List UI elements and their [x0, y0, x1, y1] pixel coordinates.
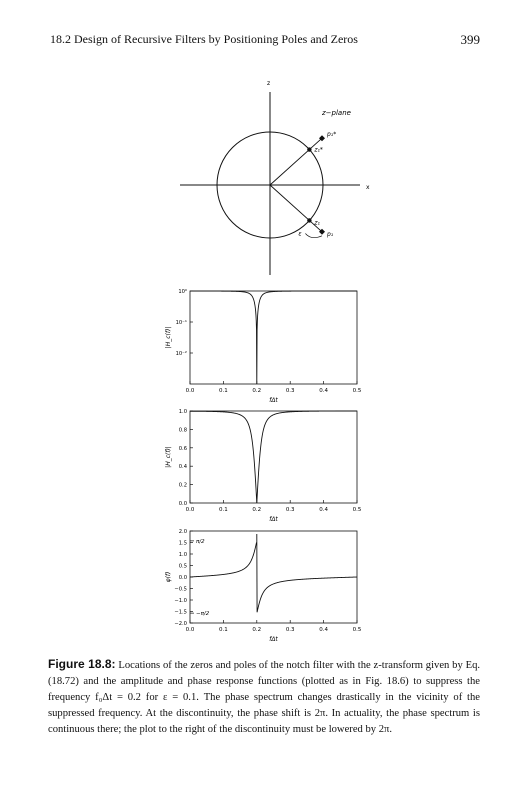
- y-tick-label: 10⁻²: [175, 351, 187, 357]
- x-tick-label: 0.5: [352, 507, 362, 513]
- zero-lower-label: z₁: [314, 219, 320, 227]
- x-axis-label: fΔt: [269, 636, 278, 643]
- x-tick-label: 0.3: [285, 627, 295, 633]
- y-tick-label: 10⁻¹: [175, 320, 187, 326]
- x-tick-label: 0.2: [252, 388, 262, 394]
- x-tick-label: 0.1: [219, 388, 228, 394]
- data-line: [190, 411, 357, 503]
- zero-upper: [307, 147, 311, 151]
- y-axis-label: |H_c(f)|: [165, 446, 172, 468]
- x-axis-label: fΔt: [269, 516, 278, 523]
- x-tick-label: 0.3: [285, 507, 295, 513]
- x-tick-label: 0.4: [319, 507, 328, 513]
- epsilon-label: ε: [298, 230, 302, 238]
- data-line-right: [257, 534, 357, 612]
- magnitude-log-chart: [165, 289, 362, 404]
- caption-text: Locations of the zeros and poles of the notch filter with the z-transform given by Eq. (18.72) and the amplitude and phase response functions (plotted as in Fig. 18.6) to suppress the frequency f₀Δt = 0.2 for ε = 0.1. The phase spectrum changes drastically in the vicinity of the suppressed frequency. At the discontinuity, the phase shift is 2π. In actuality, the phase spectrum is continuous there; the plot to the right of the discontinuity must be lowered by 2π.: [48, 660, 481, 735]
- y-axis-label: |H_c(f)|: [165, 326, 172, 349]
- y-tick-label: 0.0: [178, 501, 187, 507]
- caption-label: Figure 18.8:: [48, 657, 116, 671]
- epsilon-arc: [305, 233, 322, 237]
- x-tick-label: 0.4: [319, 388, 328, 394]
- plot-frame: [190, 531, 357, 623]
- pole-lower-label: p₁: [326, 230, 334, 238]
- imaginary-axis-label: z: [267, 80, 271, 87]
- y-tick-label: 0.5: [178, 563, 187, 570]
- z-plane-diagram: [180, 80, 370, 275]
- plot-frame: [190, 411, 357, 503]
- y-tick-label: 10⁰: [178, 289, 187, 295]
- page-number: 399: [460, 32, 480, 47]
- y-tick-label: 1.5: [178, 540, 187, 547]
- y-tick-label: 0.0: [178, 575, 187, 581]
- x-tick-label: 0.0: [185, 507, 195, 513]
- x-tick-label: 0.3: [285, 388, 295, 394]
- plot-frame: [190, 291, 357, 384]
- phase-chart: [165, 529, 362, 643]
- y-tick-label: 0.4: [178, 464, 187, 471]
- x-tick-label: 0.4: [319, 627, 328, 633]
- figure-caption: [48, 656, 480, 738]
- y-tick-label: −1.0: [174, 598, 187, 604]
- y-tick-label: 2.0: [178, 529, 187, 535]
- y-axis-label: φ(f): [165, 571, 172, 583]
- y-tick-label: −0.5: [174, 586, 187, 593]
- section-title: 18.2 Design of Recursive Filters by Positioning Poles and Zeros: [50, 32, 358, 46]
- data-line-left: [190, 542, 257, 577]
- y-tick-label: 0.2: [178, 482, 187, 489]
- y-tick-label: 0.8: [178, 427, 187, 434]
- x-tick-label: 0.5: [352, 627, 362, 633]
- x-tick-label: 0.2: [252, 627, 262, 633]
- y-tick-label: 1.0: [178, 409, 187, 415]
- x-tick-label: 0.0: [185, 627, 195, 633]
- annotation-pi-half: π/2: [196, 538, 205, 545]
- x-tick-label: 0.0: [185, 388, 195, 394]
- y-tick-label: −2.0: [174, 621, 187, 627]
- magnitude-linear-chart: [165, 409, 362, 523]
- annotation-minus-pi-half: −π/2: [196, 611, 210, 618]
- pole-upper-label: p₁*: [326, 131, 337, 139]
- y-tick-label: 1.0: [178, 552, 187, 558]
- x-tick-label: 0.1: [219, 627, 228, 633]
- data-line: [190, 291, 357, 384]
- y-tick-label: −1.5: [174, 609, 187, 616]
- z-plane-label: z−plane: [322, 109, 351, 117]
- x-tick-label: 0.2: [252, 507, 262, 513]
- real-axis-label: x: [366, 184, 370, 191]
- ray-upper: [270, 138, 322, 185]
- x-tick-label: 0.1: [219, 507, 228, 513]
- y-tick-label: 0.6: [178, 445, 187, 452]
- zero-upper-label: z₁*: [314, 146, 323, 154]
- x-tick-label: 0.5: [352, 388, 362, 394]
- zero-lower: [307, 218, 311, 222]
- x-axis-label: fΔt: [269, 397, 278, 404]
